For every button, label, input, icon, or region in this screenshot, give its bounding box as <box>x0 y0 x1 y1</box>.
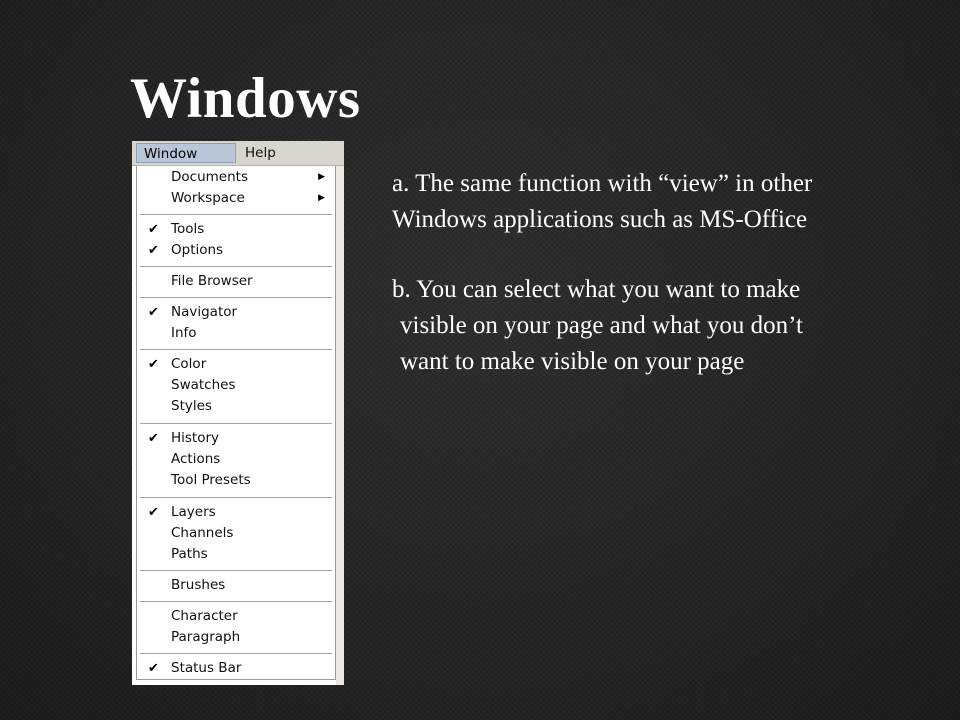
check-icon: ✔ <box>148 431 159 446</box>
menu-item-label: Paragraph <box>171 629 241 645</box>
menu-item-navigator[interactable] <box>137 302 335 323</box>
menu-separator <box>140 266 332 267</box>
menu-item-actions[interactable] <box>137 449 335 470</box>
menu-item-file-browser[interactable] <box>137 271 335 292</box>
menubar-window[interactable]: Window <box>136 143 236 163</box>
menu-separator <box>140 423 332 424</box>
menu-item-label: Layers <box>171 504 216 520</box>
menu-item-status-bar[interactable] <box>137 658 335 679</box>
menu-item-label: Brushes <box>171 577 226 593</box>
menu-item-layers[interactable] <box>137 502 335 523</box>
menu-item-label: Channels <box>171 525 234 541</box>
menu-item-label: Workspace <box>171 190 245 206</box>
menu-item-brushes[interactable] <box>137 575 335 596</box>
point-a-line-2: Windows applications such as MS-Office <box>392 206 808 233</box>
point-b-line-1: b. You can select what you want to make <box>392 276 801 303</box>
menu-separator <box>140 214 332 215</box>
point-b-line-2: visible on your page and what you don’t <box>400 312 803 339</box>
menu-item-workspace[interactable] <box>137 188 335 209</box>
check-icon: ✔ <box>148 222 159 237</box>
menu-item-label: Styles <box>171 398 212 414</box>
menubar <box>132 141 344 166</box>
point-a-line-1: a. The same function with “view” in other <box>392 170 813 197</box>
menu-item-label: History <box>171 430 220 446</box>
check-icon: ✔ <box>148 243 159 258</box>
description-text <box>392 166 952 380</box>
paragraph-gap <box>392 238 952 272</box>
menu-item-label: Documents <box>171 169 248 185</box>
menu-separator <box>140 497 332 498</box>
menu-item-label: Character <box>171 608 238 624</box>
menu-item-character[interactable] <box>137 606 335 627</box>
menu-item-info[interactable] <box>137 323 335 344</box>
point-b-line-3: want to make visible on your page <box>400 348 745 375</box>
submenu-arrow-icon: ▶ <box>318 193 325 203</box>
menu-item-swatches[interactable] <box>137 375 335 396</box>
menu-item-channels[interactable] <box>137 523 335 544</box>
menu-item-label: Color <box>171 356 207 372</box>
menu-item-label: Navigator <box>171 304 238 320</box>
check-icon: ✔ <box>148 357 159 372</box>
menu-separator <box>140 601 332 602</box>
menu-separator <box>140 653 332 654</box>
menu-item-documents[interactable] <box>137 167 335 188</box>
menu-item-label: Tools <box>171 221 205 237</box>
background-window-edge <box>336 166 344 685</box>
window-menu-screenshot <box>132 141 344 685</box>
menu-separator <box>140 297 332 298</box>
menu-item-label: Status Bar <box>171 660 242 676</box>
menu-separator <box>140 349 332 350</box>
menu-item-label: File Browser <box>171 273 253 289</box>
menu-item-tool-presets[interactable] <box>137 470 335 491</box>
menu-item-history[interactable] <box>137 428 335 449</box>
slide-title: Windows <box>130 67 361 130</box>
menu-item-label: Info <box>171 325 197 341</box>
menu-item-label: Tool Presets <box>171 472 251 488</box>
menu-item-options[interactable] <box>137 240 335 261</box>
menu-item-label: Paths <box>171 546 208 562</box>
menubar-help[interactable]: Help <box>245 145 276 161</box>
check-icon: ✔ <box>148 505 159 520</box>
menu-item-tools[interactable] <box>137 219 335 240</box>
menu-item-label: Swatches <box>171 377 236 393</box>
menu-item-styles[interactable] <box>137 396 335 417</box>
check-icon: ✔ <box>148 661 159 676</box>
menu-item-paragraph[interactable] <box>137 627 335 648</box>
menu-item-paths[interactable] <box>137 544 335 565</box>
menu-item-color[interactable] <box>137 354 335 375</box>
menu-item-label: Options <box>171 242 224 258</box>
submenu-arrow-icon: ▶ <box>318 172 325 182</box>
menu-separator <box>140 570 332 571</box>
check-icon: ✔ <box>148 305 159 320</box>
menu-item-label: Actions <box>171 451 221 467</box>
window-dropdown-menu <box>136 166 336 680</box>
